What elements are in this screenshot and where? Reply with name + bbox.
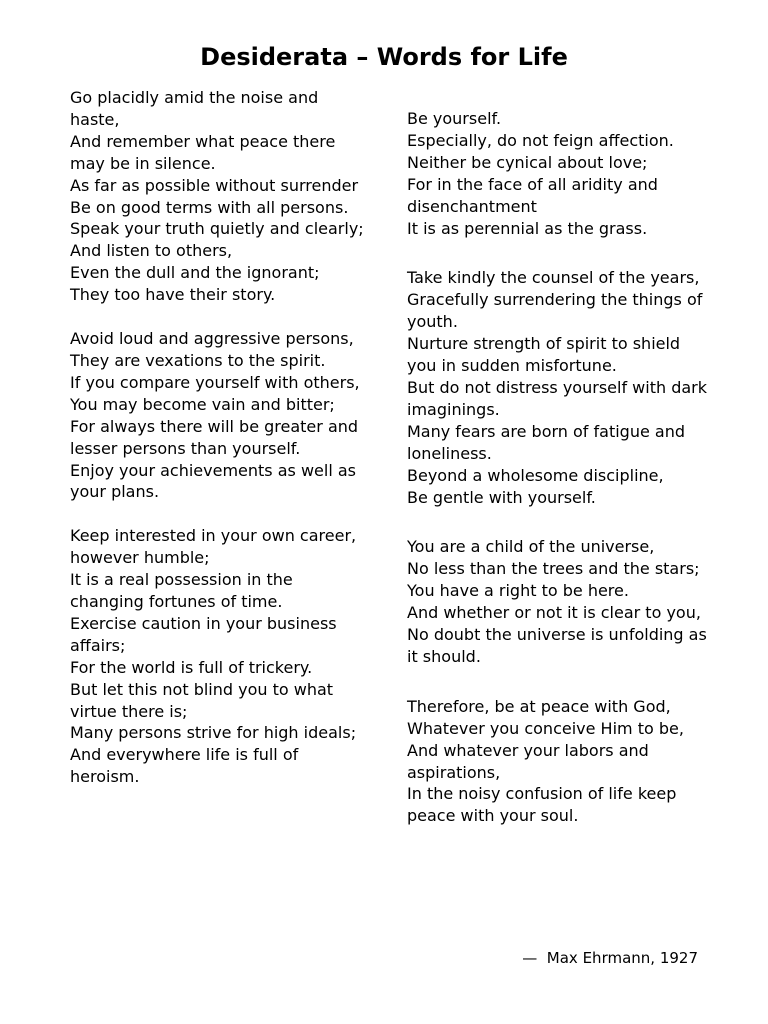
poem-line: Neither be cynical about love; (407, 152, 648, 172)
poem-line: Gracefully surrendering the things of youth. (407, 290, 703, 332)
poem-line: You are a child of the universe, (407, 537, 655, 557)
poem-line: And remember what peace there may be in silence. (70, 131, 336, 173)
poem-line: Exercise caution in your business affairs; (70, 613, 337, 655)
stanza (70, 525, 370, 788)
stanza (407, 536, 707, 667)
poem-line: Whatever you conceive Him to be, (407, 718, 684, 738)
poem-line: In the noisy confusion of life keep peace with your soul. (407, 784, 677, 826)
poem-line: But let this not blind you to what virtue there is; (70, 679, 334, 721)
poem-line: Be yourself. (407, 109, 502, 128)
poem-line: Be on good terms with all persons. (70, 197, 349, 217)
poem-line: And whether or not it is clear to you, (407, 603, 701, 623)
attribution: — Max Ehrmann, 1927 (522, 949, 698, 967)
poem-line: It is a real possession in the changing fortunes of time. (70, 570, 293, 612)
poem-line: Many fears are born of fatigue and loneliness. (407, 421, 686, 463)
poem-line: For in the face of all aridity and disenchantment (407, 174, 658, 216)
poem-line: Enjoy your achievements as well as your plans. (70, 460, 356, 502)
poem-line: Speak your truth quietly and clearly; (70, 219, 364, 239)
stanza (407, 267, 707, 508)
stanza (70, 328, 370, 503)
poem-line: For always there will be greater and lesser persons than yourself. (70, 416, 359, 458)
poem-line: And whatever your labors and aspirations, (407, 740, 649, 782)
poem-line: Take kindly the counsel of the years, (407, 268, 700, 288)
poem-line: They are vexations to the spirit. (70, 350, 326, 370)
stanza (407, 108, 707, 239)
poem-line: If you compare yourself with others, (70, 372, 360, 392)
poem-line: Nurture strength of spirit to shield you in sudden misfortune. (407, 334, 681, 376)
poem-line: Be gentle with yourself. (407, 487, 596, 507)
poem-line: Therefore, be at peace with God, (407, 696, 671, 716)
poem-line: No less than the trees and the stars; (407, 559, 700, 579)
poem-right-column (407, 108, 707, 855)
poem-line: Even the dull and the ignorant; (70, 263, 320, 283)
poem-left-column (70, 87, 370, 810)
stanza (407, 696, 707, 827)
stanza (70, 87, 370, 306)
poem-line: Keep interested in your own career, however humble; (70, 526, 357, 568)
poem-line: You have a right to be here. (407, 581, 629, 601)
poem-line: But do not distress yourself with dark imaginings. (407, 377, 707, 419)
poem-line: As far as possible without surrender (70, 175, 359, 195)
poem-line: Especially, do not feign affection. (407, 130, 674, 150)
poem-line: Go placidly amid the noise and haste, (70, 88, 319, 129)
page-title: Desiderata – Words for Life (200, 43, 568, 71)
poem-line: And listen to others, (70, 241, 233, 261)
poem-line: Many persons strive for high ideals; (70, 723, 357, 743)
poem-line: For the world is full of trickery. (70, 657, 313, 677)
poem-line: Beyond a wholesome discipline, (407, 465, 664, 485)
poem-line: And everywhere life is full of heroism. (70, 745, 299, 787)
poem-line: You may become vain and bitter; (70, 394, 335, 414)
poem-line: Avoid loud and aggressive persons, (70, 329, 354, 349)
poem-line: It is as perennial as the grass. (407, 218, 648, 238)
poem-line: No doubt the universe is unfolding as it should. (407, 625, 707, 666)
poem-line: They too have their story. (70, 285, 276, 305)
